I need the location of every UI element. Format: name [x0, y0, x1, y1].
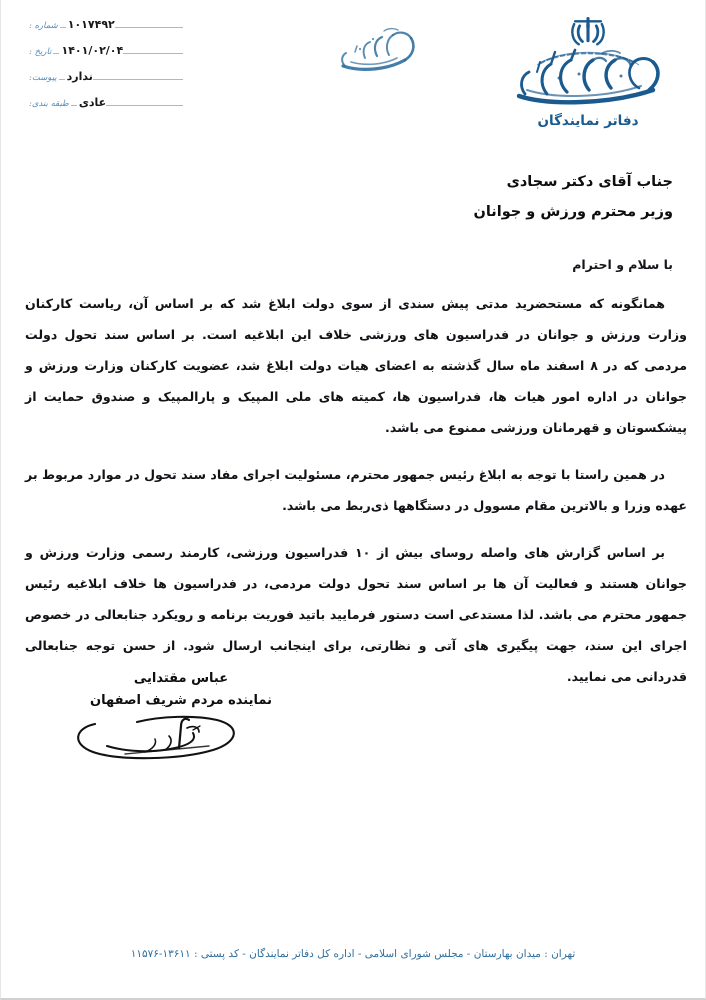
meta-rule	[106, 105, 183, 106]
letter-classification-value: عادی	[78, 96, 107, 109]
meta-dots	[59, 79, 65, 80]
footer-address: تهران : میدان بهارستان - مجلس شورای اسلامی - اداره کل دفاتر نمایندگان - کد پستی : ۱۳۶۱۱-۱۱۵۷۶	[130, 948, 576, 960]
letter-attachment-value: ندارد	[66, 70, 93, 83]
meta-row-letter-attachment	[27, 70, 187, 96]
letter-attachment-label: پیوست:	[29, 73, 57, 83]
signatory-name: عباس مقتدایی	[133, 671, 229, 686]
organization-calligraphy	[519, 50, 658, 102]
body-paragraph-1: همانگونه که مستحضرید مدتی پیش سندی از سوی دولت ابلاغ شد که بر اساس آن، ریاست کارکنان وزارت ورزش و جوانان در فدراسیون های ورزشی خلاف این ابلاغیه است. بر اساس سند تحول دولت مردمی که در ۸ اسفند ماه سال گذشته به اعضای هیات دولت ابلاغ شد، عضویت کارکنان وزارت ورزش و جوانان در اداره امور هیات ها، فدراسیون ها، کمیته های ملی المپیک و پارالمپیک و صندوق حمایت از پیشکسوتان و قهرمانان ورزشی ممنوع می باشد.	[25, 296, 687, 435]
letter-number-value: ۱۰۱۷۴۹۲	[67, 18, 115, 31]
meta-dots	[60, 27, 66, 28]
addressee-block	[25, 167, 687, 227]
letter-date-label: تاریخ :	[29, 47, 52, 57]
letter-number-label: شماره :	[29, 21, 58, 31]
signatory-role: نماینده مردم شریف اصفهان	[90, 693, 272, 708]
body-paragraph-3: بر اساس گزارش های واصله روسای بیش از ۱۰ فدراسیون ورزشی، کارمند رسمی وزارت ورزش و جوانان هستند و فعالیت آن ها بر اساس سند تحول دولت مردمی، در فدراسیون ها خلاف ابلاغیه رئیس جمهور محترم می باشد. لذا مستدعی است دستور فرمایید باتید فوریت برنامه و رویکرد جنابعالی در خصوص اجرای این سند، جهت پیگیری های آتی و نظارتی، برای اینجانب ارسال شود. از حسن توجه جنابعالی قدردانی می نمایید.	[25, 545, 687, 684]
meta-dots	[53, 53, 59, 54]
letter-body	[25, 155, 687, 705]
iran-emblem	[572, 19, 603, 45]
department-caption: دفاتر نمایندگان	[537, 113, 639, 129]
letter-date-value: ۱۴۰۱/۰۲/۰۴	[61, 44, 124, 57]
body-paragraph-2: در همین راستا با توجه به ابلاغ رئیس جمهور محترم، مسئولیت اجرای مفاد سند تحول در موارد مربوط بر عهده وزرا و بالاترین مقام مسوول در دستگاهها ذی‌ربط می باشد.	[25, 467, 687, 513]
letter-classification-label: طبقه بندی:	[29, 99, 69, 109]
assembly-logo-art	[493, 10, 683, 108]
handwritten-signature	[1, 706, 361, 770]
letterhead	[1, 0, 705, 148]
signature-block	[1, 668, 361, 770]
page-footer	[1, 948, 705, 960]
addressee-line-2: وزیر محترم ورزش و جوانان	[473, 204, 673, 220]
letterhead-meta-fields	[27, 18, 187, 122]
addressee-line-1: جناب آقای دکتر سجادی	[506, 174, 673, 190]
meta-rule	[115, 27, 183, 28]
meta-row-letter-date	[27, 44, 187, 70]
meta-row-letter-classification	[27, 96, 187, 122]
meta-rule	[93, 79, 183, 80]
salutation: با سلام و احترام	[572, 257, 673, 272]
meta-rule	[123, 53, 183, 54]
meta-dots	[71, 105, 77, 106]
assembly-logo-block	[493, 10, 683, 129]
basmala-calligraphy	[321, 22, 441, 84]
meta-row-letter-number	[27, 18, 187, 44]
